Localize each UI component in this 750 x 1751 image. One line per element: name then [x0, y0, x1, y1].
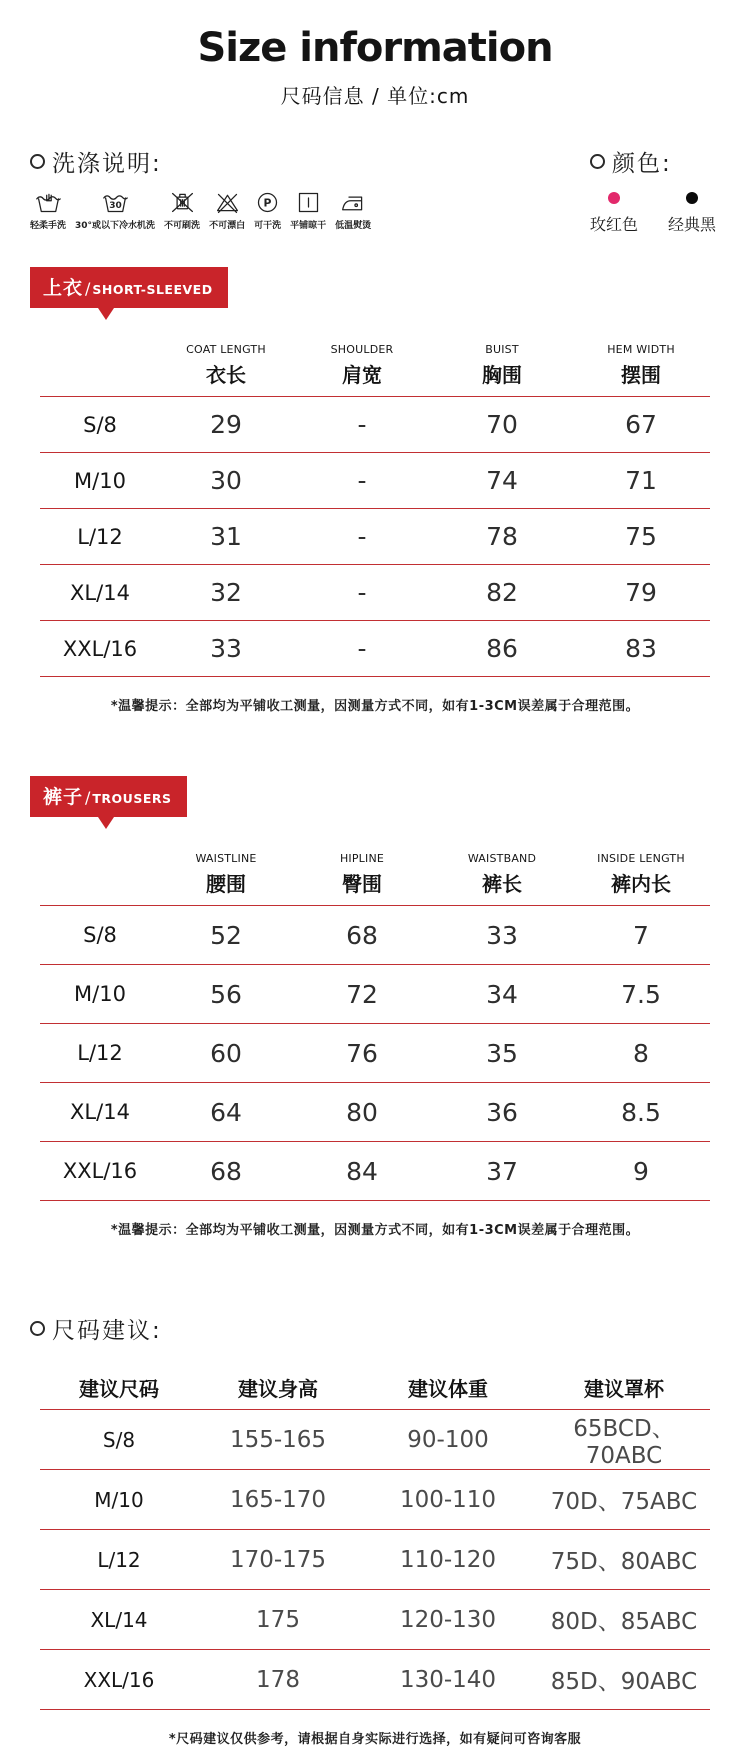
low-iron-icon: [340, 190, 367, 215]
care-label: 不可漂白: [209, 221, 246, 231]
column-header: [572, 852, 710, 897]
column-header-cn: 腰围: [206, 871, 246, 896]
value-cell: 83: [625, 634, 657, 663]
column-header: [292, 852, 432, 897]
color-dot-icon: [686, 192, 698, 204]
do-not-scrub-icon: [169, 190, 196, 215]
value-cell: 100-110: [399, 1486, 497, 1513]
care-item: [30, 190, 66, 231]
column-header-cn: 裤长: [482, 871, 522, 896]
value-cell: 71: [625, 466, 657, 495]
value-cell: 32: [210, 578, 242, 607]
size-label: S/8: [83, 923, 117, 947]
value-cell: 35: [486, 1038, 518, 1068]
value-cell: 9: [633, 1156, 649, 1186]
value-cell: 68: [346, 920, 378, 950]
colors-heading: [590, 145, 716, 178]
value-cell: 64: [210, 1097, 242, 1127]
value-cell: 79: [625, 578, 657, 607]
flat-dry-icon: [295, 190, 322, 215]
value-cell: 170-175: [229, 1546, 327, 1573]
column-header: [432, 343, 572, 388]
table-row: [40, 1410, 710, 1470]
value-cell: 86: [486, 634, 518, 663]
column-header-cn: 衣长: [206, 362, 246, 387]
color-option-black: [668, 192, 716, 235]
washing-heading: [30, 145, 371, 178]
table-row: [40, 397, 710, 453]
care-item: [335, 190, 371, 231]
care-label: 轻柔手洗: [30, 221, 67, 231]
value-cell: 36: [486, 1097, 518, 1127]
column-header-cn: 裤内长: [611, 871, 671, 896]
value-cell: 82: [486, 578, 518, 607]
table-row: [40, 509, 710, 565]
column-header: [292, 343, 432, 388]
size-label: S/8: [83, 412, 117, 437]
suggestion-note: *尺码建议仅供参考，请根据自身实际进行选择，如有疑问可咨询客服: [168, 1732, 582, 1747]
ring-icon: [30, 1321, 45, 1336]
column-header: [160, 852, 292, 897]
value-cell: 8: [633, 1038, 649, 1068]
value-cell: 34: [486, 979, 518, 1009]
value-cell: -: [357, 634, 367, 663]
column-header-cn: 胸围: [482, 362, 522, 387]
care-icons-row: [30, 190, 371, 231]
value-cell: 31: [210, 522, 242, 551]
banner-separator: /: [85, 279, 91, 298]
page-header: [0, 0, 750, 109]
machine-wash-30-icon: [102, 190, 129, 215]
table-row: [40, 1530, 710, 1590]
value-cell: 85D、90ABC: [550, 1669, 698, 1695]
column-header-en: INSIDE LENGTH: [597, 851, 685, 865]
column-header-en: HIPLINE: [339, 851, 385, 865]
trousers-note: *温馨提示：全部均为平铺收工测量，因测量方式不同，如有1-3CM误差属于合理范围。: [110, 1223, 640, 1238]
trousers-table: [40, 843, 710, 1201]
value-cell: 67: [625, 410, 657, 439]
value-cell: 33: [210, 634, 242, 663]
table-header-row: [40, 334, 710, 397]
column-header: 建议罩杯: [584, 1376, 664, 1401]
value-cell: 110-120: [399, 1546, 497, 1573]
value-cell: 33: [486, 920, 518, 950]
trousers-section: [0, 776, 750, 1238]
column-header: [432, 852, 572, 897]
value-cell: 175: [256, 1606, 300, 1633]
page-title: Size information: [197, 25, 553, 71]
care-item: [164, 190, 200, 231]
size-label: XL/14: [90, 1607, 148, 1632]
table-row: [40, 1142, 710, 1201]
value-cell: 56: [210, 979, 242, 1009]
care-item: [254, 190, 281, 231]
value-cell: 78: [486, 522, 518, 551]
size-label: M/10: [74, 982, 126, 1006]
column-header-cn: 摆围: [621, 362, 661, 387]
value-cell: 75D、80ABC: [550, 1549, 698, 1575]
table-row: [40, 565, 710, 621]
size-label: S/8: [102, 1427, 136, 1452]
care-item: [290, 190, 326, 231]
value-cell: 120-130: [399, 1606, 497, 1633]
table-row: [40, 906, 710, 965]
column-header-en: BUIST: [485, 342, 519, 356]
color-swatches: [590, 192, 716, 235]
table-header-row: [40, 1365, 710, 1410]
color-dot-icon: [608, 192, 620, 204]
table-row: [40, 621, 710, 677]
value-cell: -: [357, 522, 367, 551]
banner-title-en: TROUSERS: [92, 791, 172, 806]
trousers-banner: [30, 776, 187, 817]
dry-clean-icon: [254, 190, 281, 215]
washing-heading-label: 洗涤说明:: [52, 151, 162, 177]
value-cell: 7: [633, 920, 649, 950]
column-header-en: SHOULDER: [330, 342, 394, 356]
suggestion-heading: [30, 1312, 750, 1345]
value-cell: -: [357, 466, 367, 495]
size-label: L/12: [77, 524, 123, 549]
column-header-en: WAISTBAND: [467, 851, 537, 865]
column-header: 建议身高: [238, 1376, 318, 1401]
table-row: [40, 1590, 710, 1650]
table-header-row: [40, 843, 710, 906]
washing-section: [30, 145, 371, 231]
info-row: [0, 145, 750, 235]
value-cell: 70D、75ABC: [550, 1489, 698, 1515]
tops-section: [0, 267, 750, 714]
size-label: XXL/16: [62, 1159, 138, 1183]
color-option-rose: [590, 192, 638, 235]
value-cell: 68: [210, 1156, 242, 1186]
table-row: [40, 1650, 710, 1710]
care-item: [209, 190, 245, 231]
care-label: 低温熨烫: [335, 221, 372, 231]
svg-text:30: 30: [108, 200, 122, 211]
banner-title-cn: 上衣: [43, 277, 84, 299]
ring-icon: [30, 154, 45, 169]
colors-heading-label: 颜色:: [611, 151, 672, 177]
value-cell: 70: [486, 410, 518, 439]
table-row: [40, 1470, 710, 1530]
column-header-cn: 臀围: [342, 871, 382, 896]
value-cell: 65BCD、70ABC: [573, 1416, 675, 1469]
care-label: 可干洗: [254, 221, 282, 231]
column-header: [160, 343, 292, 388]
care-item: [75, 190, 155, 231]
size-label: M/10: [74, 468, 126, 493]
value-cell: 7.5: [621, 979, 661, 1009]
value-cell: 80D、85ABC: [550, 1609, 698, 1635]
column-header-en: COAT LENGTH: [186, 342, 266, 356]
column-header-en: WAISTLINE: [195, 851, 257, 865]
value-cell: 29: [210, 410, 242, 439]
do-not-bleach-icon: [214, 190, 241, 215]
svg-text:P: P: [263, 196, 272, 210]
value-cell: 155-165: [229, 1426, 327, 1453]
care-label: 平铺晾干: [290, 221, 327, 231]
size-label: XXL/16: [62, 636, 138, 661]
ring-icon: [590, 154, 605, 169]
care-label: 30°或以下冷水机洗: [75, 221, 156, 231]
value-cell: 76: [346, 1038, 378, 1068]
suggestion-heading-label: 尺码建议:: [52, 1318, 162, 1344]
suggestion-section: [0, 1312, 750, 1747]
table-row: [40, 965, 710, 1024]
column-header-cn: 肩宽: [342, 362, 382, 387]
value-cell: 60: [210, 1038, 242, 1068]
size-label: XL/14: [70, 1100, 130, 1124]
size-label: XXL/16: [83, 1667, 155, 1692]
column-header: [572, 343, 710, 388]
table-row: [40, 453, 710, 509]
value-cell: 37: [486, 1156, 518, 1186]
color-label: 经典黑: [667, 215, 716, 234]
suggestion-table: [40, 1365, 710, 1710]
value-cell: -: [357, 578, 367, 607]
value-cell: 52: [210, 920, 242, 950]
size-label: XL/14: [70, 580, 130, 605]
value-cell: 74: [486, 466, 518, 495]
tops-note: *温馨提示：全部均为平铺收工测量，因测量方式不同，如有1-3CM误差属于合理范围。: [110, 699, 640, 714]
size-label: M/10: [94, 1487, 144, 1512]
column-header: 建议体重: [408, 1376, 488, 1401]
banner-title-cn: 裤子: [43, 786, 84, 808]
tops-banner: [30, 267, 228, 308]
table-row: [40, 1024, 710, 1083]
size-label: L/12: [77, 1041, 123, 1065]
colors-section: [590, 145, 716, 235]
color-label: 玫红色: [589, 215, 638, 234]
value-cell: 130-140: [399, 1666, 497, 1693]
value-cell: 72: [346, 979, 378, 1009]
size-label: L/12: [97, 1547, 141, 1572]
column-header-en: HEM WIDTH: [607, 342, 675, 356]
hand-wash-icon: [35, 190, 62, 215]
page-subtitle: 尺码信息 / 单位:cm: [280, 84, 470, 108]
value-cell: 80: [346, 1097, 378, 1127]
banner-title-en: SHORT-SLEEVED: [92, 282, 213, 297]
table-row: [40, 1083, 710, 1142]
value-cell: 90-100: [407, 1426, 489, 1453]
value-cell: 75: [625, 522, 657, 551]
value-cell: 30: [210, 466, 242, 495]
banner-separator: /: [85, 788, 91, 807]
value-cell: -: [357, 410, 367, 439]
tops-table: [40, 334, 710, 677]
column-header: 建议尺码: [79, 1376, 159, 1401]
value-cell: 84: [346, 1156, 378, 1186]
value-cell: 8.5: [621, 1097, 661, 1127]
value-cell: 178: [256, 1666, 300, 1693]
care-label: 不可刷洗: [164, 221, 201, 231]
value-cell: 165-170: [229, 1486, 327, 1513]
